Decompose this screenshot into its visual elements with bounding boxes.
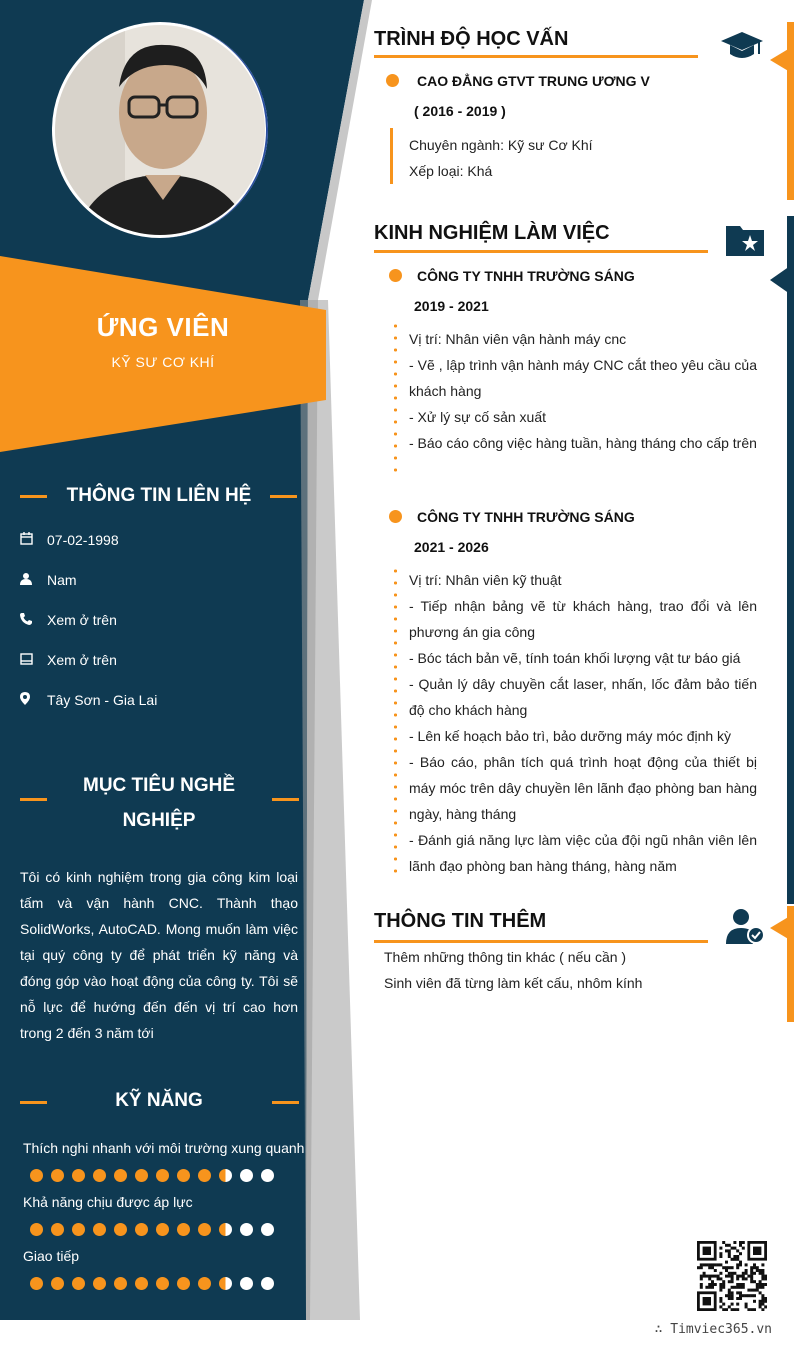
timeline-bullet <box>389 269 402 282</box>
skill-dot <box>114 1169 127 1182</box>
skill-dot <box>198 1277 211 1290</box>
contact-address <box>20 690 157 710</box>
job-duty: - Quản lý dây chuyền cắt laser, nhấn, lốc đảm bảo tiến độ cho khách hàng <box>409 676 757 718</box>
skill-dot <box>156 1277 169 1290</box>
contact-phone <box>20 610 117 630</box>
heading-dash-left <box>20 1101 47 1104</box>
job-period: 2019 - 2021 <box>414 298 489 314</box>
folder-star-icon <box>726 222 764 261</box>
skill-dot <box>219 1223 232 1236</box>
user-check-icon <box>726 908 764 949</box>
skill-dot <box>261 1223 274 1236</box>
job-duty: - Đánh giá năng lực làm việc của đội ngũ nhân viên lên lãnh đạo phòng ban hàng tháng, hàng năm <box>409 832 757 874</box>
candidate-title: KỸ SƯ CƠ KHÍ <box>111 354 215 370</box>
skill-dot <box>261 1169 274 1182</box>
skills-heading: KỸ NĂNG <box>115 1090 203 1111</box>
edge-arrow-education <box>770 48 790 72</box>
skill-dot <box>135 1223 148 1236</box>
additional-line: Sinh viên đã từng làm kết cấu, nhôm kính <box>384 975 643 991</box>
objective-heading <box>56 768 262 838</box>
skill-rating <box>30 1223 274 1236</box>
skill-dot <box>30 1223 43 1236</box>
edge-bar-experience <box>787 216 794 904</box>
skill-dot <box>198 1223 211 1236</box>
section-underline <box>374 55 698 58</box>
timeline-line <box>390 128 393 184</box>
heading-dash-left <box>20 495 47 498</box>
skill-label: Giao tiếp <box>23 1248 80 1264</box>
skill-dot <box>219 1277 232 1290</box>
qr-code[interactable] <box>697 1241 767 1316</box>
skill-dot <box>177 1223 190 1236</box>
job-duty: - Vẽ , lập trình vận hành máy CNC cắt theo yêu cầu của khách hàng <box>409 357 757 399</box>
contact-birthday <box>20 530 119 550</box>
skill-dot <box>93 1169 106 1182</box>
company-name: CÔNG TY TNHH TRƯỜNG SÁNG <box>417 509 635 525</box>
timeline-bullet <box>386 74 399 87</box>
job-duty: - Xử lý sự cố sản xuất <box>409 409 547 425</box>
edge-arrow-additional <box>770 916 790 940</box>
job-period: 2021 - 2026 <box>414 539 489 555</box>
job-duty: - Báo cáo, phân tích quá trình hoạt động của thiết bị máy móc trên dây chuyền lên lãnh đạo phòng ban hàng ngày, hàng tháng <box>409 754 757 822</box>
skill-dot <box>261 1277 274 1290</box>
additional-line: Thêm những thông tin khác ( nếu cần ) <box>384 949 627 965</box>
skill-dot <box>156 1223 169 1236</box>
graduation-cap-icon <box>721 32 763 67</box>
company-name: CÔNG TY TNHH TRƯỜNG SÁNG <box>417 268 635 284</box>
job-duty: - Báo cáo công việc hàng tuần, hàng tháng cho cấp trên <box>409 435 757 451</box>
education-period: ( 2016 - 2019 ) <box>414 103 506 119</box>
location-pin-icon <box>20 692 47 708</box>
calendar-icon <box>20 532 47 548</box>
skill-dot <box>51 1277 64 1290</box>
heading-dash-left <box>20 798 47 801</box>
contact-value: Nam <box>47 572 77 588</box>
skill-dot <box>240 1277 253 1290</box>
contact-email <box>20 650 117 670</box>
experience-heading: KINH NGHIỆM LÀM VIỆC <box>374 222 610 244</box>
user-icon <box>20 572 47 588</box>
skill-dot <box>135 1277 148 1290</box>
contact-value: Tây Sơn - Gia Lai <box>47 692 158 708</box>
avatar-ring-accent <box>52 22 268 238</box>
job-position: Vị trí: Nhân viên vận hành máy cnc <box>409 331 627 347</box>
section-underline <box>374 940 708 943</box>
skill-dot <box>135 1169 148 1182</box>
phone-icon <box>20 613 47 628</box>
skill-dot <box>114 1277 127 1290</box>
skill-dot <box>72 1277 85 1290</box>
skill-label: Thích nghi nhanh với môi trường xung quanh <box>23 1140 305 1156</box>
skill-dot <box>72 1169 85 1182</box>
skill-dot <box>30 1169 43 1182</box>
section-underline <box>374 250 708 253</box>
skill-dot <box>51 1169 64 1182</box>
skill-dot <box>93 1223 106 1236</box>
skill-dot <box>114 1223 127 1236</box>
skill-dot <box>72 1223 85 1236</box>
skill-rating <box>30 1169 274 1182</box>
skill-dot <box>240 1223 253 1236</box>
contact-gender <box>20 570 77 590</box>
job-position: Vị trí: Nhân viên kỹ thuật <box>409 572 562 588</box>
timeline-dotted-line <box>394 320 397 478</box>
skill-dot <box>177 1277 190 1290</box>
objective-heading-line1: MỤC TIÊU NGHỀ <box>83 775 235 796</box>
job-duty: - Lên kế hoạch bảo trì, bảo dưỡng máy móc định kỳ <box>409 728 732 744</box>
heading-dash-right <box>270 495 297 498</box>
objective-text: Tôi có kinh nghiệm trong gia công kim loại tấm và vận hành CNC. Thành thạo SolidWorks, AutoCAD. Mong muốn làm việc tại quý công ty để phát triển kỹ năng và đóng góp vào hoạt động của công ty. Tôi sẽ nỗ lực để hướng đến đến vị trí cao hơn trong 2 đến 3 năm tới <box>20 869 298 1041</box>
skill-dot <box>198 1169 211 1182</box>
email-icon <box>20 653 47 668</box>
contact-value: 07-02-1998 <box>47 532 119 548</box>
edge-arrow-experience <box>770 266 790 294</box>
skill-dot <box>30 1277 43 1290</box>
additional-heading: THÔNG TIN THÊM <box>374 910 547 932</box>
skill-dot <box>51 1223 64 1236</box>
skill-dot <box>240 1169 253 1182</box>
job-duty: - Bóc tách bản vẽ, tính toán khối lượng vật tư báo giá <box>409 650 741 666</box>
timeline-bullet <box>389 510 402 523</box>
job-description <box>409 326 757 456</box>
contact-heading: THÔNG TIN LIÊN HỆ <box>66 485 252 506</box>
job-duty: - Tiếp nhận bảng vẽ từ khách hàng, trao đổi và lên phương án gia công <box>409 598 757 640</box>
candidate-name: ỨNG VIÊN <box>96 312 230 342</box>
brand-logo-icon: ∴ <box>654 1322 671 1337</box>
heading-dash-right <box>272 1101 299 1104</box>
skill-dot <box>93 1277 106 1290</box>
skill-dot <box>177 1169 190 1182</box>
heading-dash-right <box>272 798 299 801</box>
skill-dot <box>156 1169 169 1182</box>
timeline-dotted-line <box>394 565 397 877</box>
footer-brand[interactable] <box>655 1322 772 1337</box>
brand-text: Timviec365.vn <box>670 1322 772 1337</box>
education-major: Chuyên ngành: Kỹ sư Cơ Khí <box>409 137 593 153</box>
contact-value[interactable]: Xem ở trên <box>47 652 117 668</box>
education-grade: Xếp loại: Khá <box>409 163 493 179</box>
skill-dot <box>219 1169 232 1182</box>
objective-heading-line2: NGHIỆP <box>122 810 196 831</box>
school-name: CAO ĐẲNG GTVT TRUNG ƯƠNG V <box>417 73 650 89</box>
skill-rating <box>30 1277 274 1290</box>
job-description <box>409 567 757 879</box>
contact-value[interactable]: Xem ở trên <box>47 612 117 628</box>
education-heading: TRÌNH ĐỘ HỌC VẤN <box>374 28 569 50</box>
skill-label: Khả năng chịu được áp lực <box>23 1194 193 1210</box>
